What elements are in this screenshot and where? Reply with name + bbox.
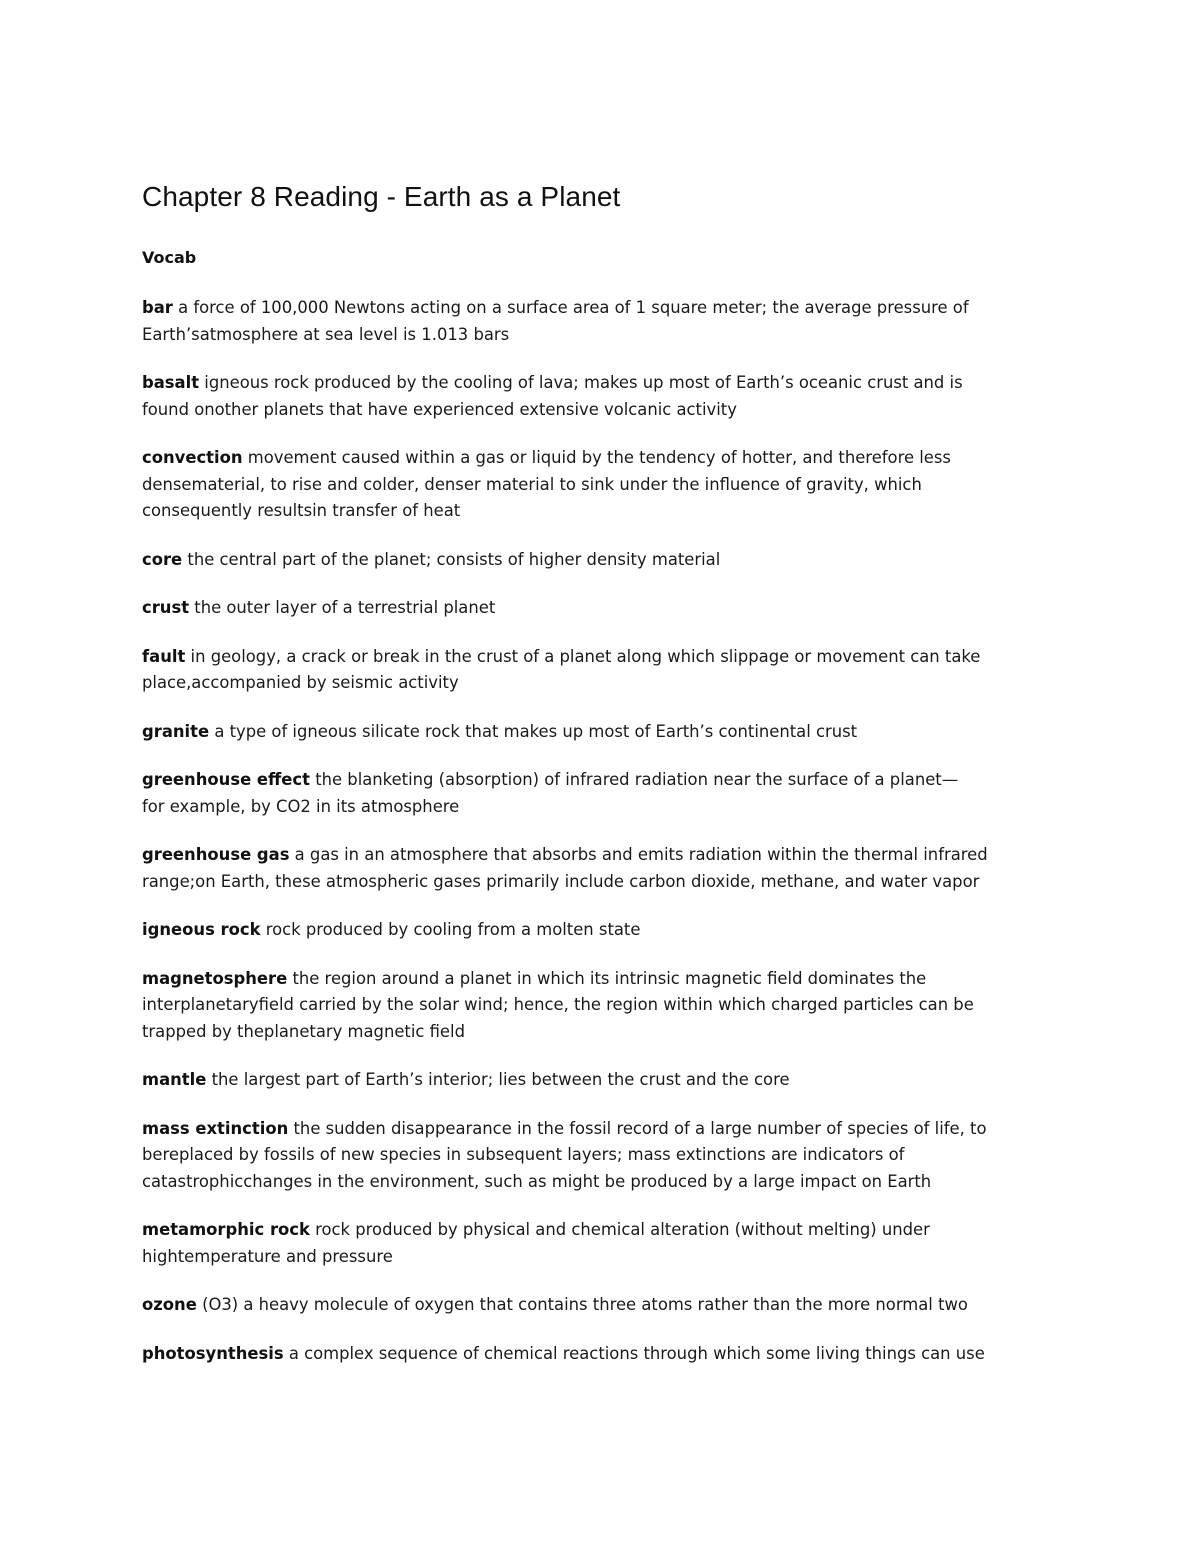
vocab-definition-line: the blanketing (absorption) of infrared radiation near the surface of a planet— [315, 770, 959, 789]
vocab-definition-line: range;on Earth, these atmospheric gases primarily include carbon dioxide, methane, and water vapor [142, 871, 980, 891]
vocab-definition-line: a type of igneous silicate rock that makes up most of Earth’s continental crust [214, 721, 858, 741]
vocab-entry [142, 595, 1062, 622]
vocab-definition-line: the largest part of Earth’s interior; lies between the crust and the core [211, 1070, 790, 1089]
vocab-term: magnetosphere [142, 968, 288, 988]
vocab-term: bar [142, 298, 173, 317]
vocab-definition-line: the region around a planet in which its intrinsic magnetic field dominates the [292, 968, 927, 988]
vocab-definition-line: found onother planets that have experienced extensive volcanic activity [142, 399, 737, 419]
vocab-definition-line: a complex sequence of chemical reactions through which some living things can use [288, 1343, 985, 1363]
vocab-term: greenhouse effect [142, 770, 310, 789]
vocab-term: core [142, 549, 183, 569]
vocab-definition-line: (O3) a heavy molecule of oxygen that contains three atoms rather than the more normal two [202, 1295, 968, 1314]
vocab-entry [142, 1341, 1062, 1368]
section-heading: Vocab [142, 248, 197, 267]
vocab-definition-line: interplanetaryfield carried by the solar wind; hence, the region within which charged particles can be [142, 995, 974, 1014]
vocab-term: photosynthesis [142, 1343, 284, 1363]
document-page [142, 178, 1062, 1389]
vocab-list [142, 295, 1062, 1367]
vocab-entry [142, 1292, 1062, 1319]
vocab-term: crust [142, 598, 190, 617]
vocab-definition-line: igneous rock produced by the cooling of lava; makes up most of Earth’s oceanic crust and is [204, 373, 963, 392]
vocab-entry [142, 917, 1062, 944]
vocab-term: fault [142, 646, 186, 666]
vocab-definition-line: hightemperature and pressure [142, 1246, 393, 1266]
vocab-definition-line: densematerial, to rise and colder, denser material to sink under the influence of gravity, which [142, 474, 922, 494]
vocab-definition-line: movement caused within a gas or liquid by the tendency of hotter, and therefore less [247, 448, 951, 467]
vocab-definition-line: trapped by theplanetary magnetic field [142, 1021, 465, 1041]
vocab-definition-line: the outer layer of a terrestrial planet [194, 598, 496, 617]
vocab-entry [142, 966, 1062, 1046]
vocab-definition-line: a gas in an atmosphere that absorbs and emits radiation within the thermal infrared [294, 845, 988, 864]
vocab-term: basalt [142, 373, 200, 392]
vocab-definition-line: in geology, a crack or break in the crust of a planet along which slippage or movement can take [190, 646, 981, 666]
vocab-entry [142, 1217, 1062, 1270]
vocab-definition-line: place,accompanied by seismic activity [142, 673, 459, 692]
vocab-definition-line: bereplaced by fossils of new species in subsequent layers; mass extinctions are indicators of [142, 1145, 905, 1164]
vocab-definition-line: Earth’satmosphere at sea level is 1.013 bars [142, 324, 510, 344]
vocab-term: metamorphic rock [142, 1220, 310, 1239]
vocab-entry [142, 1116, 1062, 1196]
vocab-definition-line: consequently resultsin transfer of heat [142, 501, 461, 520]
vocab-definition-line: a force of 100,000 Newtons acting on a surface area of 1 square meter; the average pressure of [178, 298, 969, 317]
vocab-definition-line: rock produced by cooling from a molten state [265, 920, 641, 939]
vocab-term: mantle [142, 1070, 207, 1089]
vocab-term: granite [142, 721, 210, 741]
vocab-term: igneous rock [142, 920, 261, 939]
vocab-entry [142, 370, 1062, 423]
vocab-term: greenhouse gas [142, 845, 290, 864]
vocab-entry [142, 842, 1062, 895]
vocab-entry [142, 644, 1062, 697]
vocab-entry [142, 1067, 1062, 1094]
vocab-term: mass extinction [142, 1118, 289, 1138]
vocab-entry [142, 445, 1062, 525]
vocab-definition-line: for example, by CO2 in its atmosphere [142, 796, 460, 816]
vocab-term: convection [142, 448, 243, 467]
vocab-entry [142, 719, 1062, 746]
vocab-definition-line: the sudden disappearance in the fossil record of a large number of species of life, to [293, 1118, 987, 1138]
vocab-entry [142, 295, 1062, 348]
vocab-entry [142, 767, 1062, 820]
vocab-term: ozone [142, 1295, 197, 1314]
vocab-entry [142, 547, 1062, 574]
page-title: Chapter 8 Reading - Earth as a Planet [142, 181, 621, 212]
vocab-definition-line: the central part of the planet; consists of higher density material [187, 549, 721, 569]
vocab-definition-line: rock produced by physical and chemical alteration (without melting) under [315, 1220, 930, 1239]
vocab-definition-line: catastrophicchanges in the environment, such as might be produced by a large impact on Earth [142, 1171, 932, 1191]
